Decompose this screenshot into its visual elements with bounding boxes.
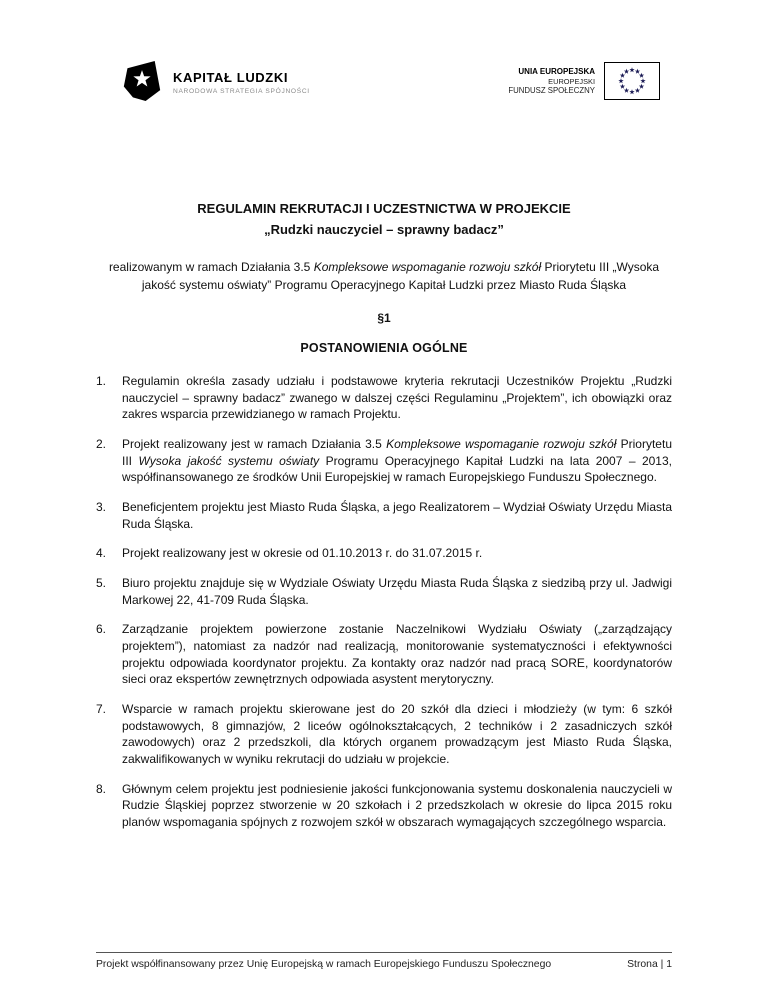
eu-logo-line3: FUNDUSZ SPOŁECZNY (508, 85, 595, 95)
eu-logo-text (508, 67, 595, 96)
kapital-ludzki-text (173, 68, 310, 95)
list-item-text: Wsparcie w ramach projektu skierowane jest do 20 szkół dla dzieci i młodzieży (w tym: 6 szkół podstawowych, 8 gimnazjów, 2 liceów ogólnokształcących, 2 techników i 2 zasadniczych szkół zawodowych) oraz 2 przedszkoli, dla których organem prowadzącym jest Miasto Ruda Śląska, zakwalifikowanych w wyniku rekrutacji do udziału w projekcie. (122, 701, 672, 766)
footer-cofinancing-text: Projekt współfinansowany przez Unię Europejską w ramach Europejskiego Funduszu Społecznego (96, 959, 552, 970)
list-item-number: 3. (96, 499, 107, 514)
list-item (96, 781, 672, 831)
list-item (96, 621, 672, 688)
kapital-ludzki-flag-icon (122, 58, 162, 104)
document-title-line2: „Rudzki nauczyciel – sprawny badacz” (264, 222, 504, 238)
list-item-number: 1. (96, 373, 107, 388)
kapital-ludzki-logo (122, 58, 310, 104)
list-item-number: 8. (96, 781, 107, 796)
list-item-text: Regulamin określa zasady udziału i podstawowe kryteria rekrutacji Uczestników Projektu „Rudzki nauczyciel – sprawny badacz” zwanego w dalszej części Regulaminu „Projektem”, ich obowiązki oraz zakres wsparcia przewidzianego w ramach Projektu. (122, 373, 672, 422)
list-item-number: 5. (96, 575, 107, 590)
list-item-number: 6. (96, 622, 107, 637)
document-title (96, 198, 672, 241)
list-item-text: Projekt realizowany jest w ramach Działania 3.5 Kompleksowe wspomaganie rozwoju szkół Priorytetu III Wysoka jakość systemu oświaty Programu Operacyjnego Kapitał Ludzki na lata 2007 – 2013, współfinansowanego ze środków Unii Europejskiej w ramach Europejskiego Funduszu Społecznego. (122, 436, 672, 485)
document-title-line1: REGULAMIN REKRUTACJI I UCZESTNICTWA W PROJEKCIE (197, 201, 571, 216)
list-item (96, 575, 672, 608)
eu-logo-line1: UNIA EUROPEJSKA (518, 66, 595, 76)
list-item-number: 4. (96, 546, 107, 561)
eu-logo-line2: EUROPEJSKI (548, 76, 595, 86)
list-item-text: Beneficjentem projektu jest Miasto Ruda Śląska, a jego Realizatorem – Wydział Oświaty Urzędu Miasta Ruda Śląska. (122, 499, 672, 531)
list-item (96, 499, 672, 532)
list-item-number: 7. (96, 701, 107, 716)
section-number: §1 (377, 310, 391, 325)
list-item-text: Projekt realizowany jest w okresie od 01.10.2013 r. do 31.07.2015 r. (122, 546, 483, 561)
page-footer (96, 952, 672, 970)
regulation-list (96, 373, 672, 831)
list-item-text: Zarządzanie projektem powierzone zostanie Naczelnikowi Wydziału Oświaty („zarządzający projektem”), natomiast za nadzór nad realizacją, monitorowanie systematyczności i efektywności projektu odpowiada koordynator projektu. Za kontakty oraz nadzór nad pracą SORE, koordynatorów sieci oraz ekspertów zewnętrznych odpowiada asystent merytoryczny. (122, 622, 672, 687)
section-heading: POSTANOWIENIA OGÓLNE (300, 340, 468, 355)
eu-logo (508, 58, 660, 100)
list-item (96, 545, 672, 562)
list-item-text: Biuro projektu znajduje się w Wydziale Oświaty Urzędu Miasta Ruda Śląska z siedzibą przy ul. Jadwigi Markowej 22, 41-709 Ruda Śląska. (122, 575, 672, 607)
kapital-ludzki-subtitle: NARODOWA STRATEGIA SPÓJNOŚCI (173, 87, 310, 95)
eu-flag-icon (604, 62, 660, 100)
list-item (96, 373, 672, 423)
footer-page-number: Strona | 1 (627, 959, 672, 970)
document-header (96, 58, 672, 104)
list-item-number: 2. (96, 436, 107, 451)
intro-paragraph: realizowanym w ramach Działania 3.5 Kompleksowe wspomaganie rozwoju szkół Priorytetu III „Wysoka jakość systemu oświaty” Programu Operacyjnego Kapitał Ludzki przez Miasto Ruda Śląska (108, 259, 660, 292)
list-item (96, 701, 672, 768)
list-item (96, 436, 672, 486)
list-item-text: Głównym celem projektu jest podniesienie jakości funkcjonowania systemu doskonalenia nauczycieli w Rudzie Śląskiej poprzez stworzenie w 20 szkołach i 2 przedszkolach w okresie do lipca 2015 roku planów wspomagania spójnych z rozwojem szkół w obszarach wymagających szczególnego wsparcia. (122, 781, 672, 829)
kapital-ludzki-title: KAPITAŁ LUDZKI (173, 69, 289, 85)
